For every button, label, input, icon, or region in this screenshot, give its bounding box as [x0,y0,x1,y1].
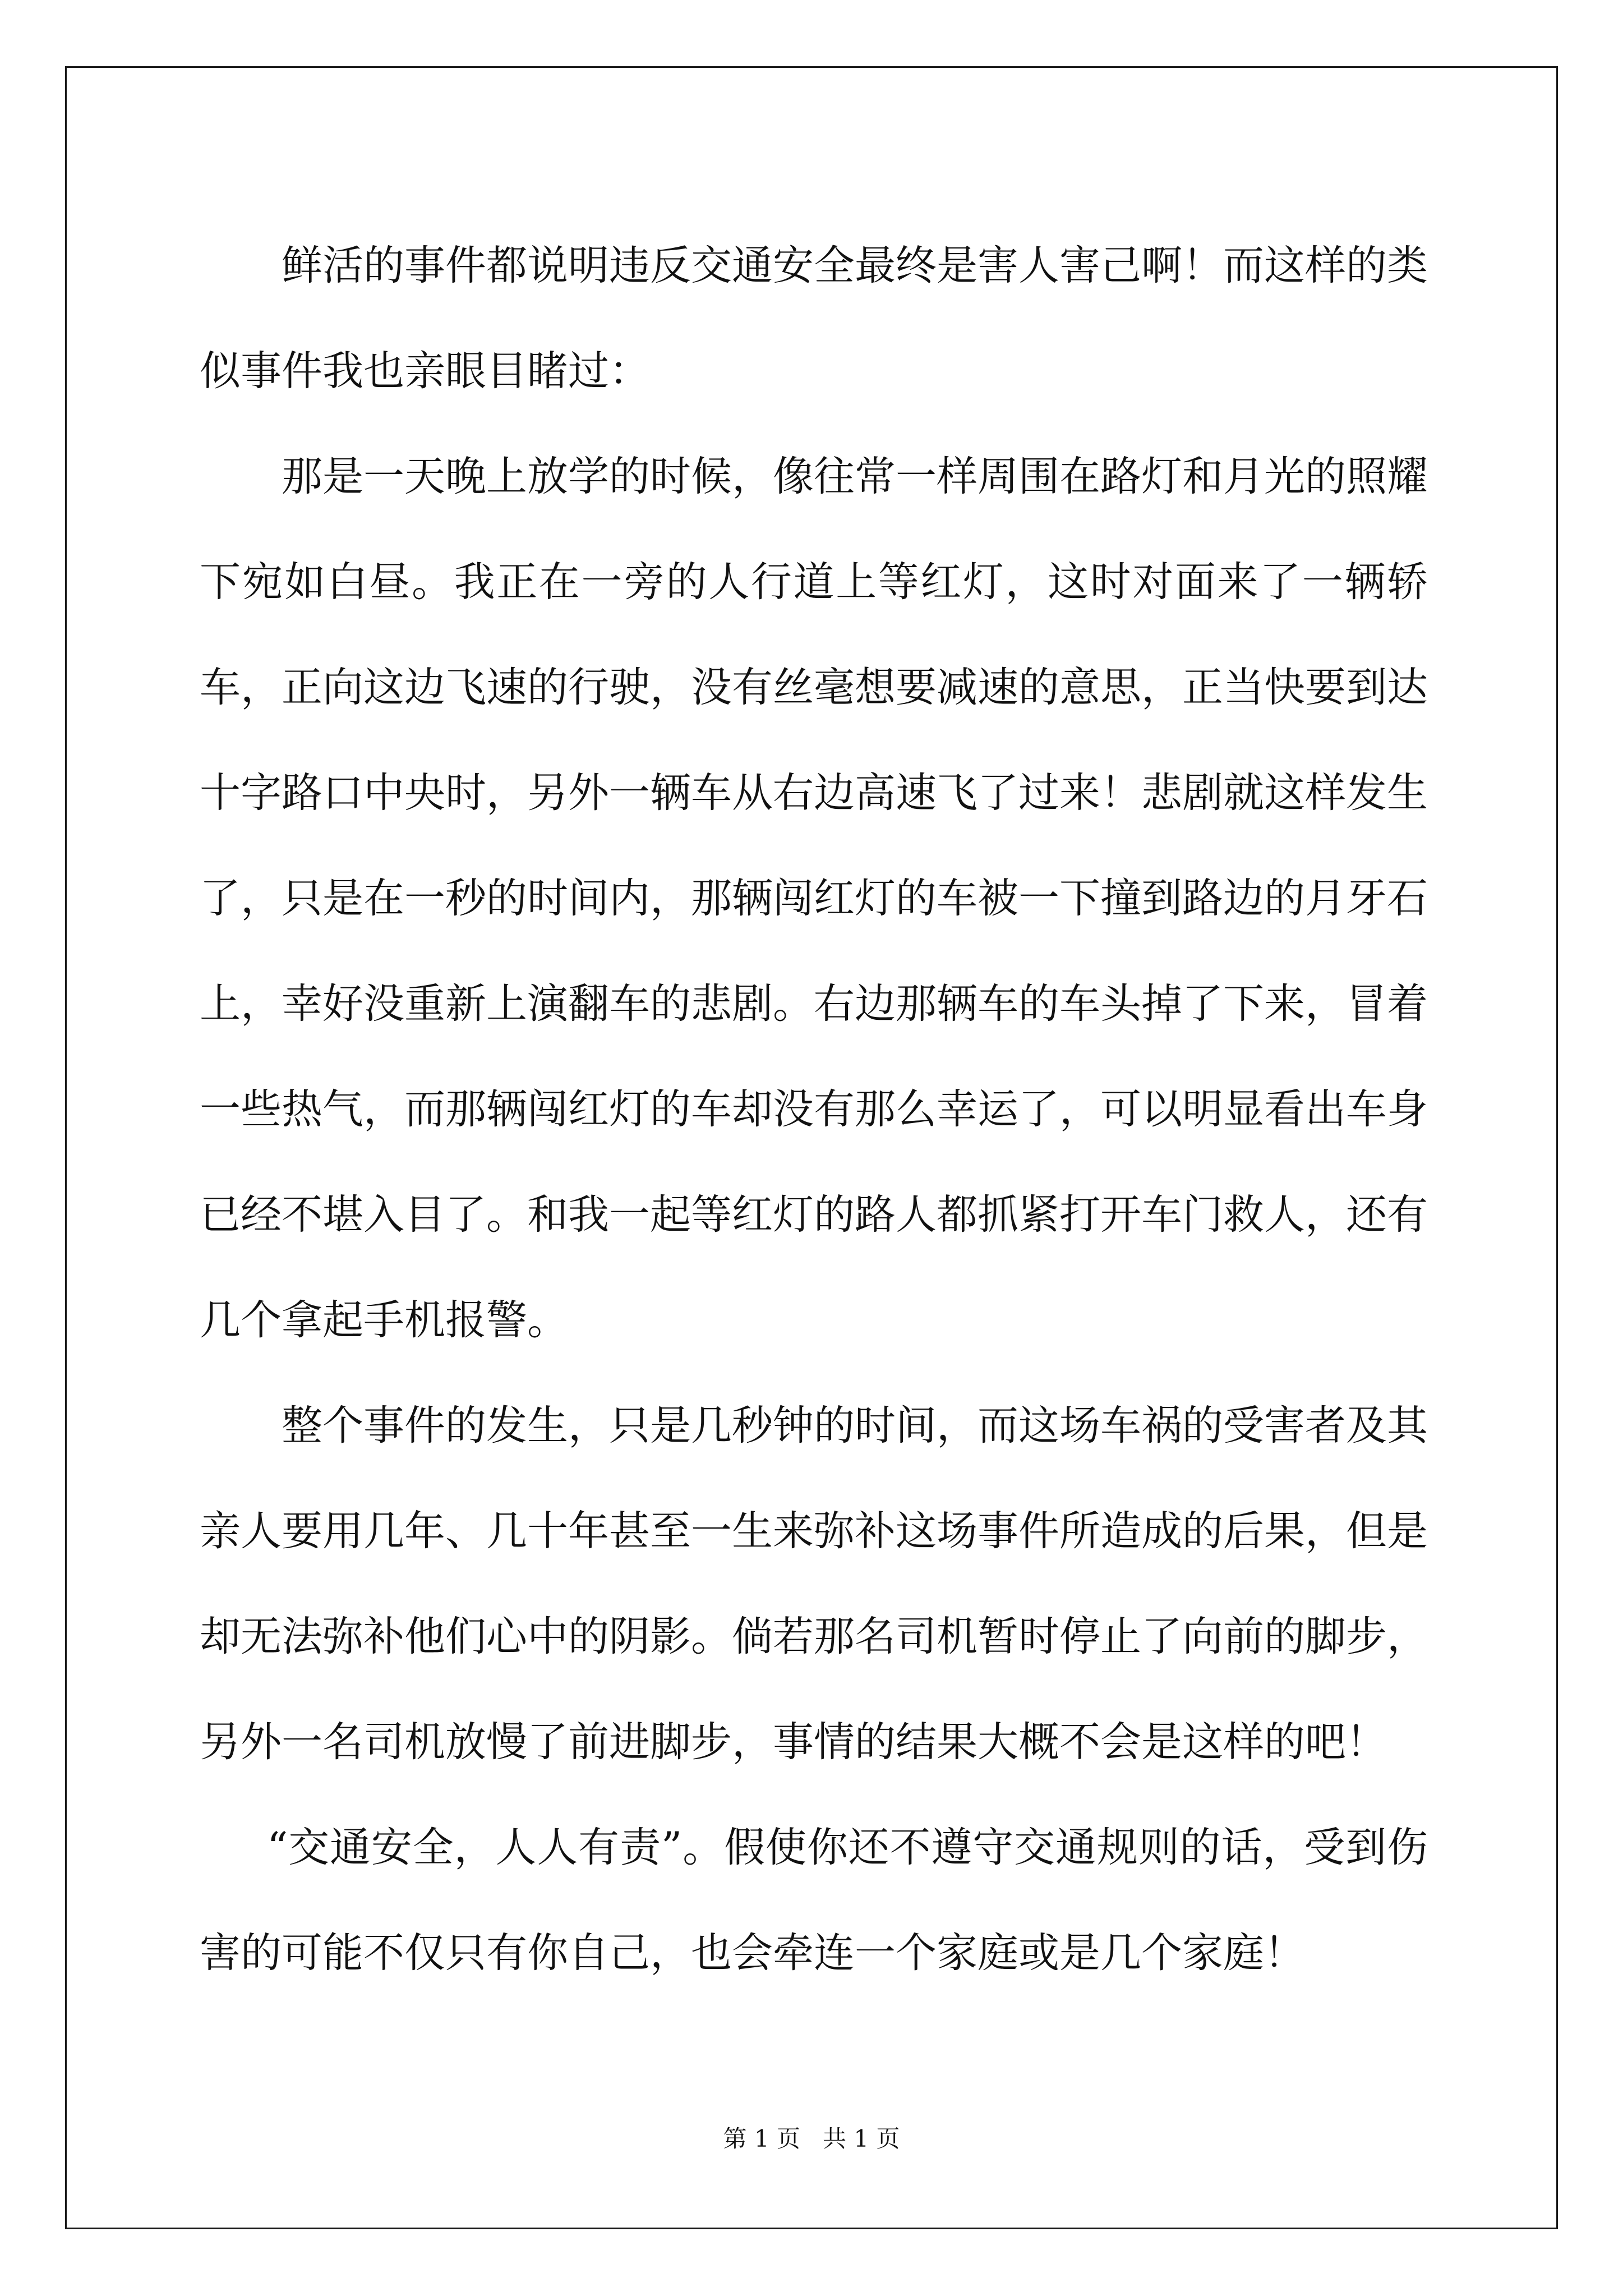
paragraph-4: “交通安全，人人有责”。假使你还不遵守交通规则的话，受到伤害的可能不仅只有你自己，也会牵连一个家庭或是几个家庭！ [200,1824,1428,1977]
document-body [200,213,1428,2006]
page-footer [0,2120,1623,2154]
paragraph-3: 整个事件的发生，只是几秒钟的时间，而这场车祸的受害者及其亲人要用几年、几十年甚至一生来弥补这场事件所造成的后果，但是却无法弥补他们心中的阴影。倘若那名司机暂时停止了向前的脚步，另外一名司机放慢了前进脚步，事情的结果大概不会是这样的吧！ [200,1402,1428,1766]
footer-spacer [800,2125,823,2152]
paragraph-1: 鲜活的事件都说明违反交通安全最终是害人害己啊！而这样的类似事件我也亲眼目睹过： [200,242,1428,395]
paragraph-2: 那是一天晚上放学的时候，像往常一样周围在路灯和月光的照耀下宛如白昼。我正在一旁的人行道上等红灯，这时对面来了一辆轿车，正向这边飞速的行驶，没有丝毫想要减速的意思，正当快要到达十字路口中央时，另外一辆车从右边高速飞了过来！悲剧就这样发生了，只是在一秒的时间内，那辆闯红灯的车被一下撞到路边的月牙石上，幸好没重新上演翻车的悲剧。右边那辆车的车头掉了下来，冒着一些热气，而那辆闯红灯的车却没有那么幸运了，可以明显看出车身已经不堪入目了。和我一起等红灯的路人都抓紧打开车门救人，还有几个拿起手机报警。 [200,453,1428,1344]
page-number: 第 1 页 [723,2125,800,2152]
page-total: 共 1 页 [823,2125,900,2152]
